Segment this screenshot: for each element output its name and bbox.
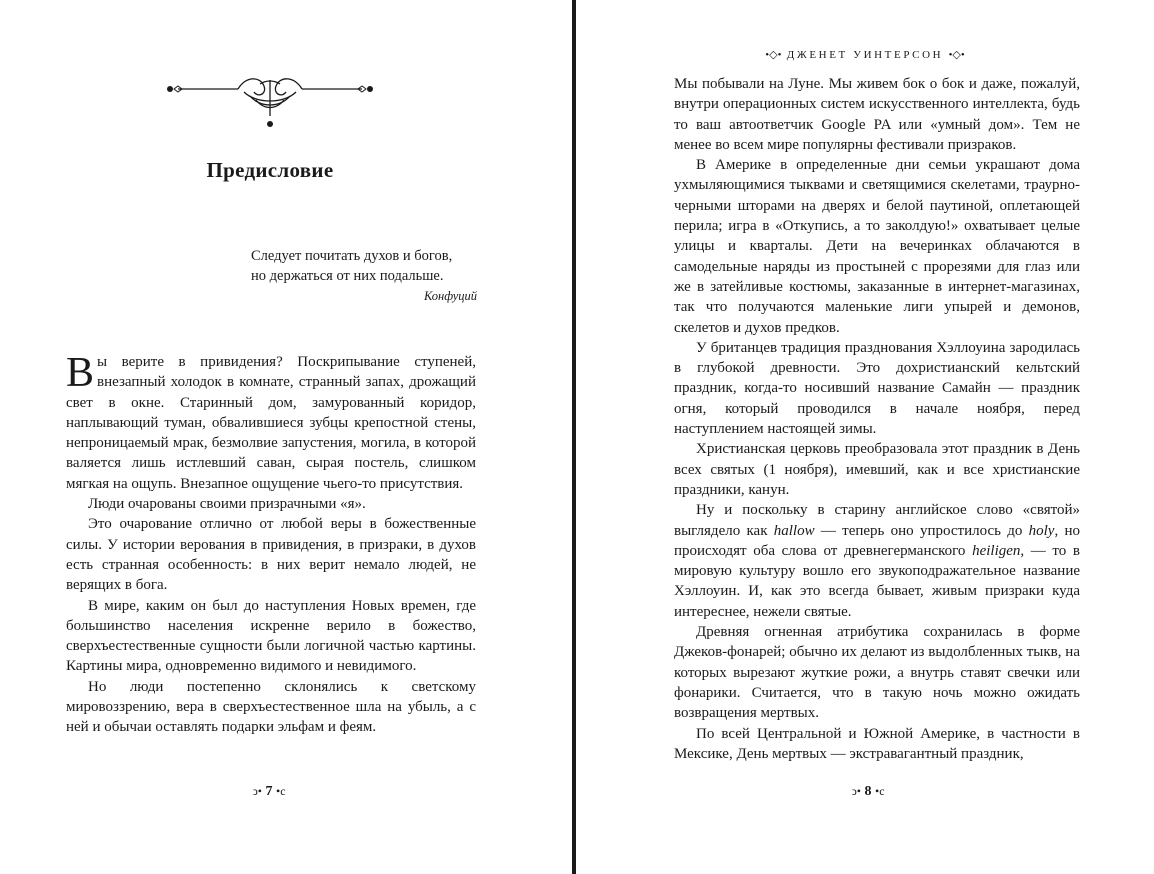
paragraph: В мире, каким он был до наступления Новых времен, где большинство населения искренне верило в божество, сверхъестественные сущности были логичной частью картины. Картины мира, одновременно видимого и невидимого. <box>66 597 476 675</box>
page-number: ↄ• 7 •c <box>252 784 286 799</box>
page-number: ↄ• 8 •c <box>851 784 885 799</box>
paragraph: У британцев традиция празднования Хэллоуина зародилась в глубокой древности. Это дохристианский кельтский праздник, когда-то носивший название Самайн — праздник огня, который проводился в начале ноября, перед наступлением настоящей зимы. <box>674 339 1080 438</box>
right-page <box>576 0 1154 874</box>
left-body-text <box>66 352 476 738</box>
folio-ornament-icon: •c <box>276 784 286 798</box>
paragraph: Вы верите в привидения? Поскрипывание ступеней, внезапный холодок в комнате, странный запах, дрожащий свет в окне. Старинный дом, замурованный коридор, наплывающий туман, обвалившиеся зубцы крепостной стены, непроницаемый мрак, безмолвие запустения, могила, в которой валяется лишь истлевший саван, сырая постель, слишком мягкая на ощупь. Внезапное ощущение чьего-то присутствия. <box>66 350 476 492</box>
running-header <box>576 48 1154 61</box>
paragraph: Это очарование отлично от любой веры в божественные силы. У истории верования в привидения, в призраки, в духов есть странная особенность: в них верит немало людей, не верящих в бога. <box>66 516 476 594</box>
folio-ornament-icon: •c <box>875 784 885 798</box>
paragraph: Ну и поскольку в старину английское слово «святой» выглядело как hallow — теперь оно упростилось до holy, но происходят оба слова от древнегерманского heiligen, — то в мировую культуру вошло его звукоподражательное название Хэллоуин. И, как это всегда бывает, живым призраки куда интереснее, нежели святые. <box>674 502 1080 620</box>
paragraph: Но люди постепенно склонялись к светскому мировоззрению, вера в сверхъестественное шла на убыль, а с ней и обычаи оставлять подарки эльфам и феям. <box>66 678 476 736</box>
header-ornament-icon: •◇• <box>948 49 965 61</box>
right-body-text <box>674 74 1080 764</box>
paragraph: Люди очарованы своими призрачными «я». <box>88 496 366 513</box>
drop-cap: В <box>66 350 95 396</box>
header-ornament-icon: •◇• <box>765 49 782 61</box>
left-page <box>0 0 572 874</box>
epigraph-line: но держаться от них подальше. <box>251 268 444 284</box>
epigraph-line: Следует почитать духов и богов, <box>251 248 453 264</box>
paragraph: По всей Центральной и Южной Америке, в частности в Мексике, День мертвых — экстравагантный праздник, <box>674 725 1080 762</box>
paragraph: Христианская церковь преобразовала этот праздник в День всех святых (1 ноября), имевший, как и все христианские праздники, канун. <box>674 441 1080 498</box>
author-name: ДЖЕНЕТ УИНТЕРСОН <box>786 49 944 61</box>
paragraph: Древняя огненная атрибутика сохранилась в форме Джеков-фонарей; обычно их делают из выдолбленных тыкв, на которых вырезают жуткие рожи, а внутрь ставят свечки или фонарики. Считается, что в такую ночь можно ожидать возвращения мертвых. <box>674 624 1080 722</box>
folio-ornament-icon: ↄ• <box>252 784 262 798</box>
chapter-title: Предисловие <box>206 158 334 182</box>
folio-ornament-icon: ↄ• <box>851 784 861 798</box>
epigraph <box>251 246 477 306</box>
paragraph: Мы побывали на Луне. Мы живем бок о бок и даже, пожалуй, внутри операционных систем искусственного интеллекта, будь то ваш автоответчик Google PA или «умный дом». Тем не менее во всем мире популярны фестивали призраков. <box>674 76 1080 153</box>
epigraph-author: Конфуций <box>423 289 477 303</box>
flourish-ornament-icon <box>160 70 380 132</box>
paragraph: В Америке в определенные дни семьи украшают дома ухмыляющимися тыквами и светящимися скелетами, траурно-черными шторами на дверях и белой паутиной, оплетающей перила; игра в «Откупись, а то заколдую!» охватывает целые улицы и кварталы. Дети на вечеринках облачаются в самодельные наряды из простыней с прорезями для глаз или же в затейливые костюмы, заказанные в интернет-магазинах, так что получаются маленькие лиги упырей и демонов, скелетов и духов предков. <box>674 157 1080 336</box>
